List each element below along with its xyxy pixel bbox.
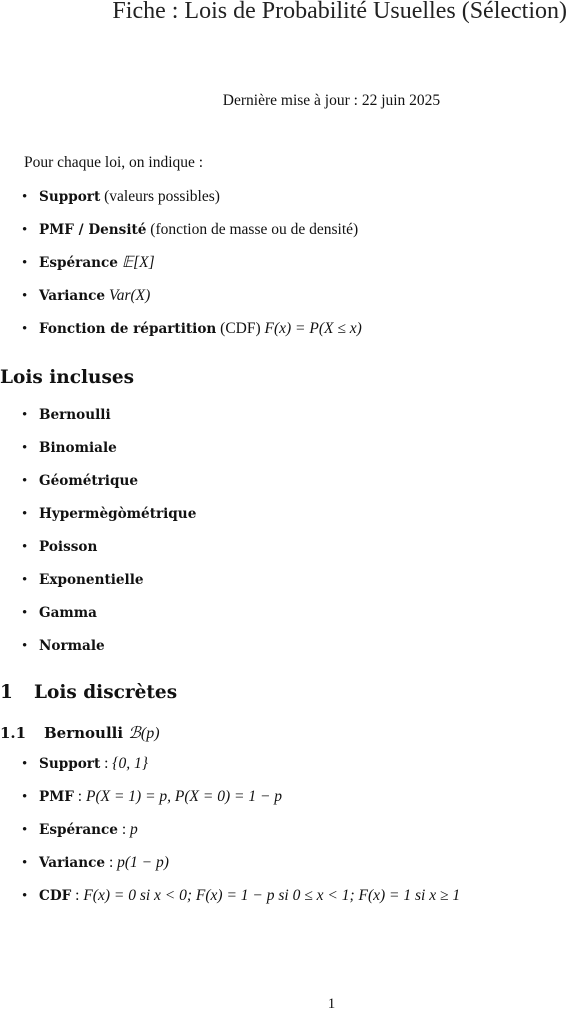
list-item — [22, 405, 196, 438]
list-item — [22, 636, 196, 669]
item-text: (valeurs possibles) — [100, 188, 220, 205]
item-math: F(x) = P(X ≤ x) — [264, 320, 362, 337]
indicator-list — [22, 187, 362, 352]
item-separator: : — [100, 755, 113, 772]
list-item — [22, 570, 196, 603]
item-text: (fonction de masse ou de densité) — [146, 221, 359, 238]
section-heading-lois-discretes — [0, 682, 177, 703]
item-label: Support — [39, 189, 101, 205]
distribution-list — [22, 405, 196, 669]
list-item — [22, 187, 362, 220]
item-label: Fonction de répartition — [39, 321, 217, 337]
item-label: PMF — [39, 789, 74, 805]
item-label: Géométrique — [39, 473, 138, 489]
subsection-symbol: ℬ(p) — [128, 725, 160, 742]
item-label: Gamma — [39, 605, 97, 621]
item-label: Poisson — [39, 539, 98, 555]
section-number: 1 — [0, 682, 13, 703]
subsection-title: Bernoulli — [44, 724, 124, 742]
list-item — [22, 754, 460, 787]
item-separator: : — [105, 854, 118, 871]
list-item — [22, 253, 362, 286]
section-title: Lois discrètes — [34, 682, 178, 703]
item-label: Hypermègòmétrique — [39, 506, 197, 522]
list-item — [22, 787, 460, 820]
list-item — [22, 319, 362, 352]
item-text: (CDF) — [216, 320, 265, 337]
item-label: Support — [39, 756, 101, 772]
item-label: Normale — [39, 638, 105, 654]
list-item — [22, 438, 196, 471]
list-item — [22, 286, 362, 319]
item-label: Binomiale — [39, 440, 117, 456]
item-math: F(x) = 0 si x < 0; F(x) = 1 − p si 0 ≤ x < 1; F(x) = 1 si x ≥ 1 — [83, 887, 461, 904]
item-separator: : — [71, 887, 84, 904]
item-label: Variance — [39, 288, 106, 304]
bernoulli-properties-list — [22, 754, 460, 919]
subsection-number: 1.1 — [0, 724, 27, 742]
list-item — [22, 853, 460, 886]
intro-text: Pour chaque loi, on indique : — [24, 154, 204, 171]
list-item — [22, 471, 196, 504]
item-label: Bernoulli — [39, 407, 111, 423]
item-separator: : — [73, 788, 86, 805]
subsection-heading-bernoulli — [0, 723, 160, 743]
item-separator: : — [117, 821, 131, 838]
item-math: P(X = 1) = p, P(X = 0) = 1 − p — [85, 788, 283, 805]
list-item — [22, 537, 196, 570]
item-math: Var(X) — [108, 287, 151, 304]
list-item — [22, 504, 196, 537]
section-heading-lois-incluses: Lois incluses — [0, 367, 135, 388]
item-math: {0, 1} — [112, 755, 148, 772]
item-label: Exponentielle — [39, 572, 144, 588]
item-math: 𝔼[X] — [121, 254, 155, 271]
item-label: Espérance — [39, 822, 118, 838]
list-item — [22, 886, 460, 919]
item-label: PMF / Densité — [39, 222, 147, 238]
item-label: CDF — [39, 888, 72, 904]
document-title: Fiche : Lois de Probabilité Usuelles (Sélection) — [112, 0, 567, 24]
list-item — [22, 820, 460, 853]
item-label: Variance — [39, 855, 106, 871]
list-item — [22, 220, 362, 253]
page-number: 1 — [327, 996, 336, 1012]
last-updated-date: Dernière mise à jour : 22 juin 2025 — [222, 92, 441, 109]
item-math: p(1 − p) — [117, 854, 169, 871]
item-math: p — [130, 821, 138, 838]
item-label: Espérance — [39, 255, 118, 271]
list-item — [22, 603, 196, 636]
